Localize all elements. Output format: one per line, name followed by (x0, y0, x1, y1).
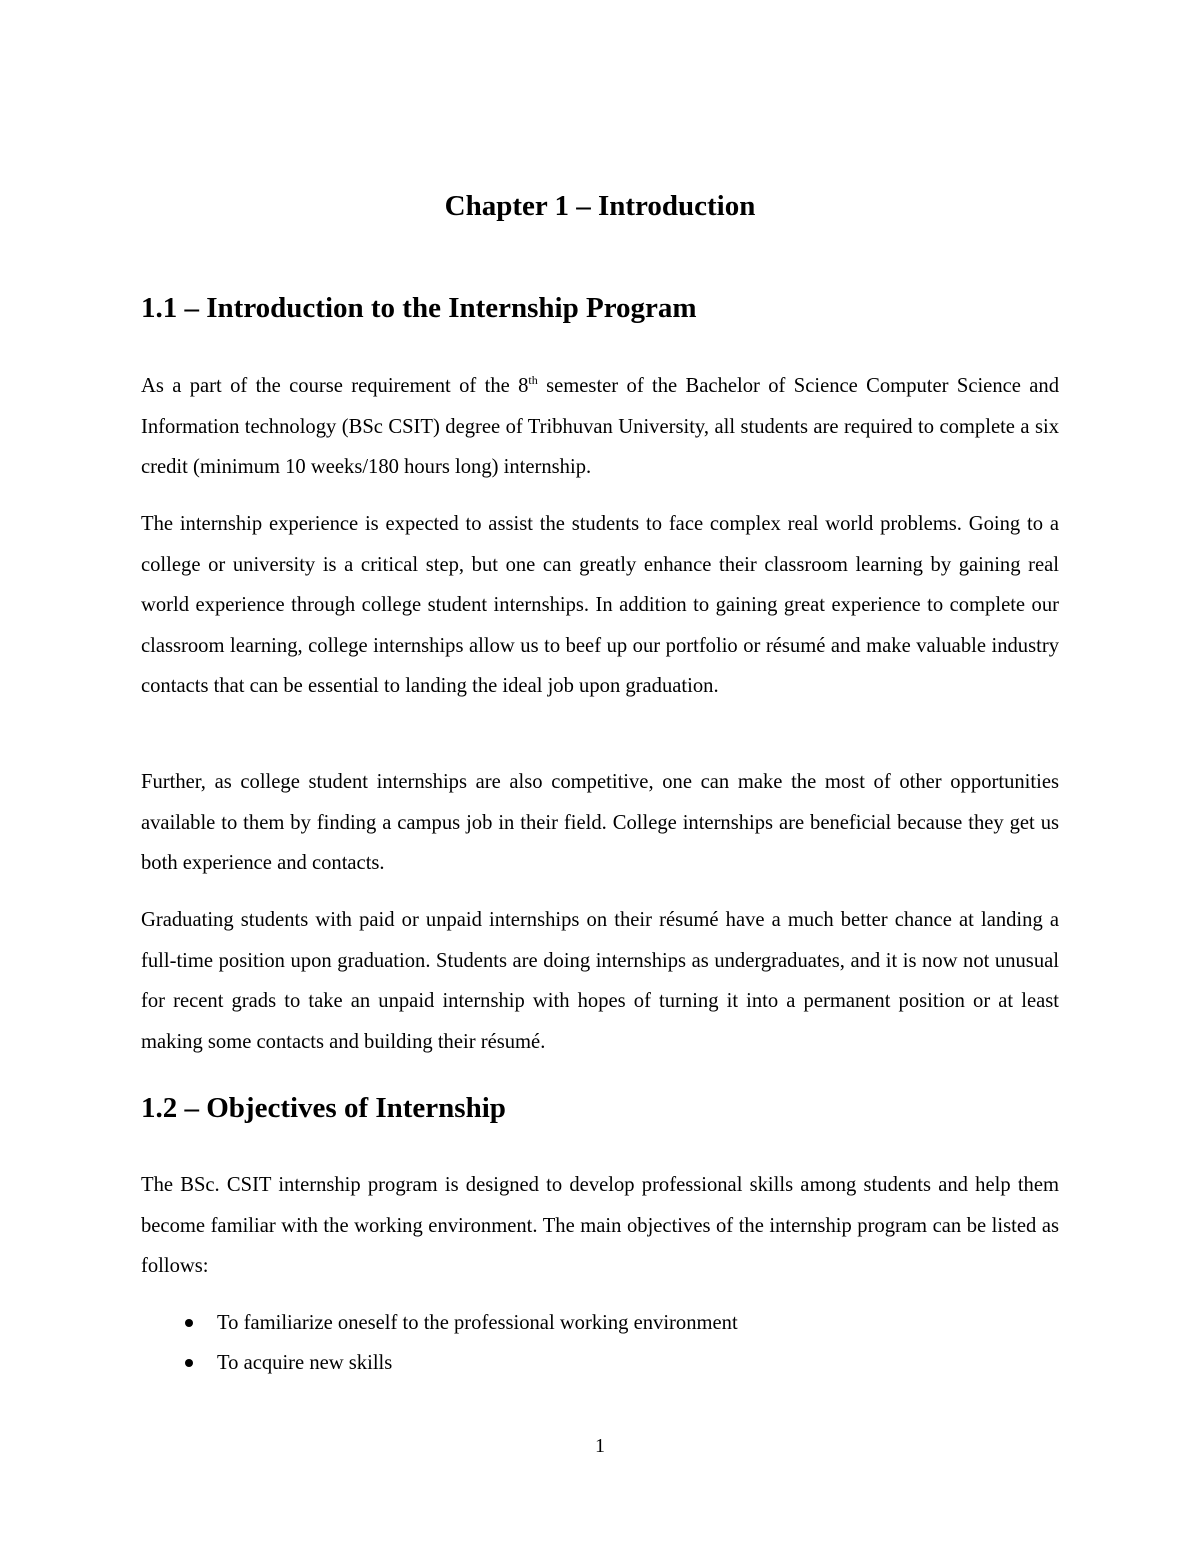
ordinal-superscript: th (528, 373, 538, 388)
paragraph-text-start: As a part of the course requirement of the 8 (141, 375, 529, 397)
bullet-icon (185, 1359, 193, 1367)
paragraph-objectives-intro: The BSc. CSIT internship program is designed to develop professional skills among students and help them become familiar with the working environment. The main objectives of the internship program can be listed as follows: (141, 1174, 1059, 1277)
list-item-text: To familiarize oneself to the professional working environment (217, 1312, 738, 1334)
objectives-list (141, 1303, 1059, 1383)
paragraph-internship-experience: The internship experience is expected to assist the students to face complex real world problems. Going to a college or university is a critical step, but one can greatly enhance their classroom learning by gaining real world experience through college student internships. In addition to gaining great experience to complete our classroom learning, college internships allow us to beef up our portfolio or résumé and make valuable industry contacts that can be essential to landing the ideal job upon graduation. (141, 513, 1059, 697)
bullet-icon (185, 1319, 193, 1327)
section-heading-1-2: 1.2 – Objectives of Internship (141, 1092, 506, 1124)
paragraph-course-requirement (141, 366, 1059, 488)
page-number: 1 (595, 1435, 605, 1457)
paragraph-competitive-internships: Further, as college student internships are also competitive, one can make the most of other opportunities available to them by finding a campus job in their field. College internships are beneficial because they get us both experience and contacts. (141, 771, 1059, 874)
section-heading-1-1: 1.1 – Introduction to the Internship Program (141, 292, 697, 324)
list-item (141, 1303, 1059, 1343)
list-item (141, 1343, 1059, 1383)
paragraph-graduating-students: Graduating students with paid or unpaid internships on their résumé have a much better chance at landing a full-time position upon graduation. Students are doing internships as undergraduates, and it is now not unusual for recent grads to take an unpaid internship with hopes of turning it into a permanent position or at least making some contacts and building their résumé. (141, 909, 1059, 1053)
chapter-title: Chapter 1 – Introduction (444, 190, 756, 222)
paragraph-text-end: semester of the Bachelor of Science Computer Science and Information technology (BSc CSIT) degree of Tribhuvan University, all students are required to complete a six credit (minimum 10 weeks/180 hours long) internship. (141, 375, 1059, 478)
list-item-text: To acquire new skills (217, 1352, 393, 1374)
